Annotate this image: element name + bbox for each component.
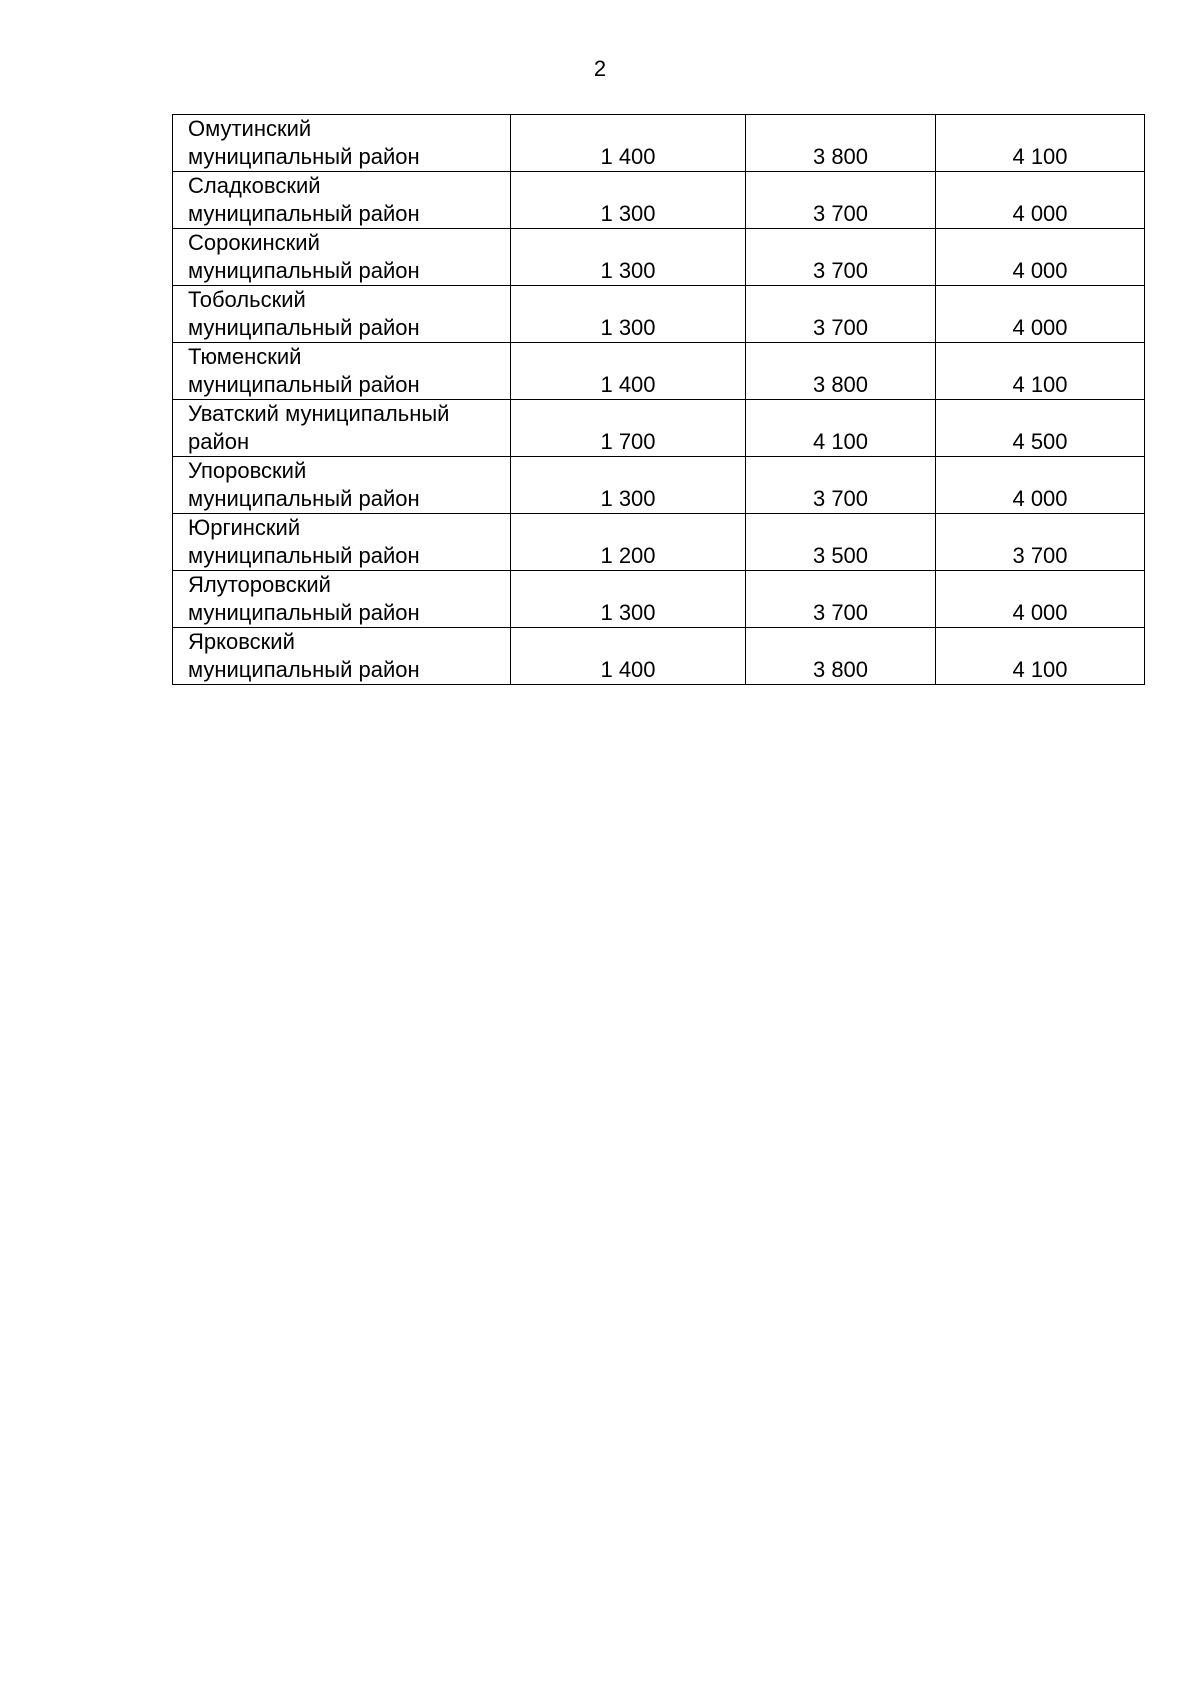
district-name-line: Ялуторовский: [188, 572, 331, 597]
value-cell-1: 1 300: [511, 172, 746, 229]
district-name-cell: [173, 400, 511, 457]
value-cell-1: 1 400: [511, 343, 746, 400]
value-cell-2: 3 700: [746, 229, 936, 286]
district-name-cell: [173, 286, 511, 343]
value-cell-1: 1 300: [511, 229, 746, 286]
district-name-line: район: [188, 429, 250, 454]
district-name-cell: [173, 115, 511, 172]
table-row: [173, 286, 1145, 343]
table-row: [173, 571, 1145, 628]
table-row: [173, 457, 1145, 514]
district-name-cell: [173, 628, 511, 685]
district-name-cell: [173, 457, 511, 514]
value-cell-3: 4 100: [936, 115, 1145, 172]
district-name-line: муниципальный район: [188, 315, 420, 340]
value-cell-2: 3 700: [746, 571, 936, 628]
value-cell-1: 1 400: [511, 628, 746, 685]
district-name-line: Тобольский: [188, 287, 306, 312]
district-name-cell: [173, 571, 511, 628]
district-name-cell: [173, 343, 511, 400]
value-cell-2: 3 800: [746, 628, 936, 685]
table-row: [173, 172, 1145, 229]
value-cell-2: 3 500: [746, 514, 936, 571]
district-values-table: [172, 114, 1145, 685]
district-name-cell: [173, 514, 511, 571]
value-cell-2: 3 700: [746, 172, 936, 229]
value-cell-2: 3 800: [746, 343, 936, 400]
district-name-line: муниципальный район: [188, 372, 420, 397]
value-cell-1: 1 700: [511, 400, 746, 457]
district-name-line: муниципальный район: [188, 144, 420, 169]
value-cell-1: 1 400: [511, 115, 746, 172]
district-name-cell: [173, 172, 511, 229]
district-name-cell: [173, 229, 511, 286]
value-cell-3: 4 000: [936, 457, 1145, 514]
value-cell-3: 4 100: [936, 343, 1145, 400]
page-number: 2: [593, 56, 607, 81]
district-name-line: Сорокинский: [188, 230, 320, 255]
value-cell-2: 3 700: [746, 286, 936, 343]
district-name-line: муниципальный район: [188, 657, 420, 682]
table-row: [173, 514, 1145, 571]
district-name-line: муниципальный район: [188, 600, 420, 625]
value-cell-3: 4 500: [936, 400, 1145, 457]
district-name-line: Омутинский: [188, 116, 312, 141]
table-row: [173, 400, 1145, 457]
district-name-line: Сладковский: [188, 173, 321, 198]
value-cell-2: 3 800: [746, 115, 936, 172]
value-cell-3: 4 000: [936, 172, 1145, 229]
district-name-line: муниципальный район: [188, 486, 420, 511]
district-name-line: муниципальный район: [188, 258, 420, 283]
district-name-line: муниципальный район: [188, 201, 420, 226]
district-name-line: Упоровский: [188, 458, 307, 483]
value-cell-3: 3 700: [936, 514, 1145, 571]
district-name-line: Ярковский: [188, 629, 295, 654]
value-cell-3: 4 000: [936, 286, 1145, 343]
table-row: [173, 115, 1145, 172]
table-row: [173, 343, 1145, 400]
value-cell-3: 4 000: [936, 229, 1145, 286]
district-name-line: Юргинский: [188, 515, 301, 540]
value-cell-1: 1 300: [511, 286, 746, 343]
value-cell-1: 1 300: [511, 457, 746, 514]
value-cell-3: 4 000: [936, 571, 1145, 628]
table-row: [173, 628, 1145, 685]
table-row: [173, 229, 1145, 286]
value-cell-2: 3 700: [746, 457, 936, 514]
value-cell-1: 1 200: [511, 514, 746, 571]
value-cell-3: 4 100: [936, 628, 1145, 685]
value-cell-1: 1 300: [511, 571, 746, 628]
district-name-line: Уватский муниципальный: [188, 401, 450, 426]
value-cell-2: 4 100: [746, 400, 936, 457]
district-name-line: муниципальный район: [188, 543, 420, 568]
district-name-line: Тюменский: [188, 344, 302, 369]
